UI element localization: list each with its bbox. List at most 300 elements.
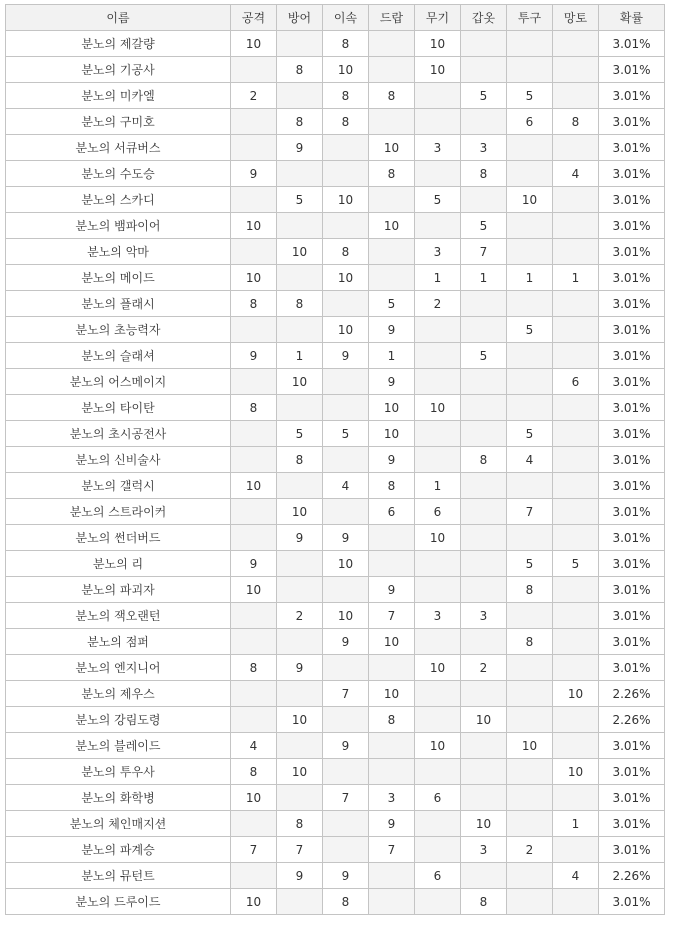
probability-cell: 2.26% bbox=[599, 681, 665, 707]
name-cell: 분노의 체인매지션 bbox=[6, 811, 231, 837]
attack-cell: 10 bbox=[231, 265, 277, 291]
armor-cell bbox=[461, 525, 507, 551]
name-cell: 분노의 구미호 bbox=[6, 109, 231, 135]
table-row bbox=[6, 291, 665, 317]
move-speed-cell: 9 bbox=[323, 525, 369, 551]
drop-cell bbox=[369, 525, 415, 551]
table-row bbox=[6, 161, 665, 187]
table-row bbox=[6, 707, 665, 733]
cloak-cell bbox=[553, 525, 599, 551]
defense-cell: 10 bbox=[277, 499, 323, 525]
attack-cell bbox=[231, 135, 277, 161]
defense-cell: 8 bbox=[277, 109, 323, 135]
defense-cell bbox=[277, 161, 323, 187]
attack-cell: 8 bbox=[231, 395, 277, 421]
attack-cell bbox=[231, 811, 277, 837]
cloak-cell bbox=[553, 343, 599, 369]
drop-cell: 9 bbox=[369, 811, 415, 837]
cloak-cell bbox=[553, 57, 599, 83]
move-speed-cell bbox=[323, 837, 369, 863]
name-cell: 분노의 제우스 bbox=[6, 681, 231, 707]
weapon-cell: 5 bbox=[415, 187, 461, 213]
name-cell: 분노의 초시공전사 bbox=[6, 421, 231, 447]
attack-cell bbox=[231, 447, 277, 473]
header-drop: 드랍 bbox=[369, 5, 415, 31]
name-cell: 분노의 뮤턴트 bbox=[6, 863, 231, 889]
armor-cell bbox=[461, 473, 507, 499]
drop-cell: 1 bbox=[369, 343, 415, 369]
drop-cell bbox=[369, 655, 415, 681]
weapon-cell: 10 bbox=[415, 655, 461, 681]
weapon-cell bbox=[415, 317, 461, 343]
attack-cell bbox=[231, 499, 277, 525]
table-row bbox=[6, 213, 665, 239]
cloak-cell bbox=[553, 655, 599, 681]
probability-cell: 3.01% bbox=[599, 577, 665, 603]
probability-cell: 3.01% bbox=[599, 447, 665, 473]
helmet-cell bbox=[507, 603, 553, 629]
defense-cell: 9 bbox=[277, 863, 323, 889]
attack-cell: 8 bbox=[231, 291, 277, 317]
drop-cell: 8 bbox=[369, 83, 415, 109]
header-probability: 확률 bbox=[599, 5, 665, 31]
cloak-cell bbox=[553, 135, 599, 161]
armor-cell bbox=[461, 31, 507, 57]
name-cell: 분노의 파계승 bbox=[6, 837, 231, 863]
armor-cell: 7 bbox=[461, 239, 507, 265]
armor-cell bbox=[461, 109, 507, 135]
drop-cell: 5 bbox=[369, 291, 415, 317]
cloak-cell bbox=[553, 421, 599, 447]
weapon-cell: 10 bbox=[415, 31, 461, 57]
helmet-cell bbox=[507, 473, 553, 499]
name-cell: 분노의 화학병 bbox=[6, 785, 231, 811]
probability-cell: 3.01% bbox=[599, 291, 665, 317]
probability-cell: 3.01% bbox=[599, 655, 665, 681]
cloak-cell bbox=[553, 447, 599, 473]
probability-cell: 3.01% bbox=[599, 57, 665, 83]
helmet-cell: 1 bbox=[507, 265, 553, 291]
attack-cell bbox=[231, 629, 277, 655]
drop-cell bbox=[369, 733, 415, 759]
drop-cell: 10 bbox=[369, 421, 415, 447]
table-row bbox=[6, 187, 665, 213]
table-row bbox=[6, 239, 665, 265]
helmet-cell bbox=[507, 135, 553, 161]
attack-cell bbox=[231, 317, 277, 343]
helmet-cell bbox=[507, 525, 553, 551]
cloak-cell bbox=[553, 291, 599, 317]
table-row bbox=[6, 759, 665, 785]
armor-cell bbox=[461, 577, 507, 603]
table-row bbox=[6, 317, 665, 343]
cloak-cell bbox=[553, 837, 599, 863]
attack-cell: 8 bbox=[231, 759, 277, 785]
defense-cell bbox=[277, 785, 323, 811]
move-speed-cell bbox=[323, 707, 369, 733]
weapon-cell bbox=[415, 707, 461, 733]
helmet-cell bbox=[507, 369, 553, 395]
table-row bbox=[6, 447, 665, 473]
armor-cell bbox=[461, 317, 507, 343]
weapon-cell bbox=[415, 629, 461, 655]
name-cell: 분노의 리 bbox=[6, 551, 231, 577]
helmet-cell: 4 bbox=[507, 447, 553, 473]
stats-table bbox=[5, 4, 665, 915]
drop-cell: 7 bbox=[369, 837, 415, 863]
cloak-cell: 4 bbox=[553, 161, 599, 187]
probability-cell: 3.01% bbox=[599, 421, 665, 447]
cloak-cell: 6 bbox=[553, 369, 599, 395]
table-row bbox=[6, 395, 665, 421]
table-row bbox=[6, 655, 665, 681]
attack-cell: 7 bbox=[231, 837, 277, 863]
defense-cell bbox=[277, 395, 323, 421]
move-speed-cell bbox=[323, 291, 369, 317]
armor-cell: 10 bbox=[461, 707, 507, 733]
name-cell: 분노의 드루이드 bbox=[6, 889, 231, 915]
drop-cell bbox=[369, 265, 415, 291]
table-row bbox=[6, 863, 665, 889]
move-speed-cell: 10 bbox=[323, 551, 369, 577]
table-row bbox=[6, 343, 665, 369]
defense-cell bbox=[277, 317, 323, 343]
name-cell: 분노의 스카디 bbox=[6, 187, 231, 213]
probability-cell: 3.01% bbox=[599, 889, 665, 915]
header-cloak: 망토 bbox=[553, 5, 599, 31]
defense-cell bbox=[277, 473, 323, 499]
armor-cell bbox=[461, 551, 507, 577]
defense-cell: 10 bbox=[277, 707, 323, 733]
probability-cell: 3.01% bbox=[599, 239, 665, 265]
name-cell: 분노의 엔지니어 bbox=[6, 655, 231, 681]
cloak-cell bbox=[553, 889, 599, 915]
probability-cell: 3.01% bbox=[599, 161, 665, 187]
helmet-cell: 10 bbox=[507, 187, 553, 213]
cloak-cell bbox=[553, 473, 599, 499]
attack-cell bbox=[231, 681, 277, 707]
weapon-cell: 6 bbox=[415, 863, 461, 889]
defense-cell: 8 bbox=[277, 291, 323, 317]
helmet-cell bbox=[507, 811, 553, 837]
table-row bbox=[6, 577, 665, 603]
helmet-cell bbox=[507, 785, 553, 811]
helmet-cell: 2 bbox=[507, 837, 553, 863]
armor-cell: 2 bbox=[461, 655, 507, 681]
attack-cell bbox=[231, 57, 277, 83]
drop-cell: 9 bbox=[369, 447, 415, 473]
move-speed-cell: 8 bbox=[323, 31, 369, 57]
drop-cell: 9 bbox=[369, 577, 415, 603]
move-speed-cell bbox=[323, 759, 369, 785]
armor-cell: 3 bbox=[461, 135, 507, 161]
probability-cell: 3.01% bbox=[599, 343, 665, 369]
cloak-cell bbox=[553, 239, 599, 265]
move-speed-cell: 8 bbox=[323, 83, 369, 109]
name-cell: 분노의 썬더버드 bbox=[6, 525, 231, 551]
drop-cell: 10 bbox=[369, 681, 415, 707]
table-row bbox=[6, 733, 665, 759]
weapon-cell: 6 bbox=[415, 499, 461, 525]
helmet-cell: 10 bbox=[507, 733, 553, 759]
armor-cell bbox=[461, 369, 507, 395]
move-speed-cell: 9 bbox=[323, 863, 369, 889]
attack-cell: 9 bbox=[231, 343, 277, 369]
probability-cell: 3.01% bbox=[599, 135, 665, 161]
move-speed-cell bbox=[323, 369, 369, 395]
weapon-cell bbox=[415, 577, 461, 603]
armor-cell bbox=[461, 733, 507, 759]
attack-cell bbox=[231, 239, 277, 265]
move-speed-cell: 9 bbox=[323, 733, 369, 759]
probability-cell: 3.01% bbox=[599, 811, 665, 837]
drop-cell bbox=[369, 239, 415, 265]
move-speed-cell bbox=[323, 213, 369, 239]
header-row bbox=[6, 5, 665, 31]
attack-cell bbox=[231, 525, 277, 551]
table-body bbox=[6, 31, 665, 915]
probability-cell: 3.01% bbox=[599, 83, 665, 109]
move-speed-cell bbox=[323, 655, 369, 681]
cloak-cell bbox=[553, 733, 599, 759]
drop-cell: 10 bbox=[369, 135, 415, 161]
defense-cell bbox=[277, 577, 323, 603]
helmet-cell bbox=[507, 655, 553, 681]
cloak-cell: 1 bbox=[553, 265, 599, 291]
attack-cell: 4 bbox=[231, 733, 277, 759]
drop-cell: 7 bbox=[369, 603, 415, 629]
weapon-cell: 10 bbox=[415, 733, 461, 759]
probability-cell: 3.01% bbox=[599, 629, 665, 655]
probability-cell: 3.01% bbox=[599, 213, 665, 239]
name-cell: 분노의 스트라이커 bbox=[6, 499, 231, 525]
table-row bbox=[6, 369, 665, 395]
attack-cell bbox=[231, 863, 277, 889]
armor-cell: 1 bbox=[461, 265, 507, 291]
cloak-cell: 10 bbox=[553, 759, 599, 785]
name-cell: 분노의 점퍼 bbox=[6, 629, 231, 655]
move-speed-cell: 8 bbox=[323, 239, 369, 265]
drop-cell: 8 bbox=[369, 161, 415, 187]
table-row bbox=[6, 785, 665, 811]
name-cell: 분노의 블레이드 bbox=[6, 733, 231, 759]
move-speed-cell: 10 bbox=[323, 265, 369, 291]
armor-cell bbox=[461, 759, 507, 785]
armor-cell: 10 bbox=[461, 811, 507, 837]
defense-cell: 5 bbox=[277, 421, 323, 447]
weapon-cell bbox=[415, 213, 461, 239]
cloak-cell bbox=[553, 629, 599, 655]
drop-cell bbox=[369, 31, 415, 57]
header-helmet: 투구 bbox=[507, 5, 553, 31]
table-row bbox=[6, 499, 665, 525]
drop-cell: 10 bbox=[369, 395, 415, 421]
move-speed-cell: 10 bbox=[323, 57, 369, 83]
helmet-cell bbox=[507, 889, 553, 915]
drop-cell: 10 bbox=[369, 629, 415, 655]
defense-cell: 8 bbox=[277, 57, 323, 83]
attack-cell: 8 bbox=[231, 655, 277, 681]
weapon-cell bbox=[415, 343, 461, 369]
armor-cell bbox=[461, 863, 507, 889]
helmet-cell: 6 bbox=[507, 109, 553, 135]
header-armor: 갑옷 bbox=[461, 5, 507, 31]
defense-cell: 9 bbox=[277, 525, 323, 551]
defense-cell bbox=[277, 265, 323, 291]
weapon-cell bbox=[415, 83, 461, 109]
defense-cell bbox=[277, 83, 323, 109]
name-cell: 분노의 기공사 bbox=[6, 57, 231, 83]
weapon-cell bbox=[415, 421, 461, 447]
helmet-cell: 7 bbox=[507, 499, 553, 525]
armor-cell: 5 bbox=[461, 83, 507, 109]
probability-cell: 3.01% bbox=[599, 369, 665, 395]
armor-cell bbox=[461, 187, 507, 213]
probability-cell: 3.01% bbox=[599, 785, 665, 811]
attack-cell bbox=[231, 187, 277, 213]
drop-cell bbox=[369, 551, 415, 577]
armor-cell bbox=[461, 629, 507, 655]
probability-cell: 3.01% bbox=[599, 837, 665, 863]
helmet-cell bbox=[507, 291, 553, 317]
move-speed-cell: 4 bbox=[323, 473, 369, 499]
probability-cell: 3.01% bbox=[599, 499, 665, 525]
drop-cell: 10 bbox=[369, 213, 415, 239]
armor-cell bbox=[461, 57, 507, 83]
name-cell: 분노의 어스메이지 bbox=[6, 369, 231, 395]
drop-cell: 8 bbox=[369, 473, 415, 499]
header-defense: 방어 bbox=[277, 5, 323, 31]
weapon-cell: 10 bbox=[415, 395, 461, 421]
attack-cell bbox=[231, 603, 277, 629]
defense-cell bbox=[277, 629, 323, 655]
table-row bbox=[6, 57, 665, 83]
probability-cell: 3.01% bbox=[599, 317, 665, 343]
helmet-cell bbox=[507, 213, 553, 239]
cloak-cell bbox=[553, 395, 599, 421]
drop-cell: 3 bbox=[369, 785, 415, 811]
cloak-cell: 5 bbox=[553, 551, 599, 577]
weapon-cell bbox=[415, 837, 461, 863]
helmet-cell: 8 bbox=[507, 577, 553, 603]
defense-cell bbox=[277, 31, 323, 57]
header-weapon: 무기 bbox=[415, 5, 461, 31]
defense-cell: 1 bbox=[277, 343, 323, 369]
helmet-cell bbox=[507, 395, 553, 421]
table-row bbox=[6, 31, 665, 57]
move-speed-cell: 8 bbox=[323, 109, 369, 135]
drop-cell bbox=[369, 187, 415, 213]
move-speed-cell bbox=[323, 447, 369, 473]
defense-cell bbox=[277, 889, 323, 915]
armor-cell: 5 bbox=[461, 213, 507, 239]
header-attack: 공격 bbox=[231, 5, 277, 31]
helmet-cell bbox=[507, 681, 553, 707]
helmet-cell bbox=[507, 31, 553, 57]
table-row bbox=[6, 135, 665, 161]
defense-cell: 9 bbox=[277, 655, 323, 681]
attack-cell: 10 bbox=[231, 785, 277, 811]
name-cell: 분노의 슬래셔 bbox=[6, 343, 231, 369]
name-cell: 분노의 초능력자 bbox=[6, 317, 231, 343]
weapon-cell bbox=[415, 681, 461, 707]
move-speed-cell bbox=[323, 395, 369, 421]
cloak-cell bbox=[553, 577, 599, 603]
attack-cell bbox=[231, 109, 277, 135]
table-row bbox=[6, 603, 665, 629]
move-speed-cell bbox=[323, 577, 369, 603]
move-speed-cell: 10 bbox=[323, 187, 369, 213]
name-cell: 분노의 서큐버스 bbox=[6, 135, 231, 161]
helmet-cell: 5 bbox=[507, 551, 553, 577]
helmet-cell: 5 bbox=[507, 83, 553, 109]
defense-cell bbox=[277, 681, 323, 707]
cloak-cell bbox=[553, 213, 599, 239]
name-cell: 분노의 타이탄 bbox=[6, 395, 231, 421]
table-row bbox=[6, 525, 665, 551]
helmet-cell bbox=[507, 57, 553, 83]
armor-cell bbox=[461, 785, 507, 811]
name-cell: 분노의 악마 bbox=[6, 239, 231, 265]
attack-cell bbox=[231, 421, 277, 447]
probability-cell: 3.01% bbox=[599, 187, 665, 213]
table-row bbox=[6, 421, 665, 447]
helmet-cell bbox=[507, 343, 553, 369]
attack-cell: 10 bbox=[231, 889, 277, 915]
drop-cell: 9 bbox=[369, 369, 415, 395]
cloak-cell: 4 bbox=[553, 863, 599, 889]
helmet-cell: 8 bbox=[507, 629, 553, 655]
name-cell: 분노의 신비술사 bbox=[6, 447, 231, 473]
move-speed-cell: 10 bbox=[323, 317, 369, 343]
weapon-cell: 1 bbox=[415, 473, 461, 499]
helmet-cell: 5 bbox=[507, 421, 553, 447]
attack-cell: 9 bbox=[231, 551, 277, 577]
probability-cell: 2.26% bbox=[599, 707, 665, 733]
helmet-cell bbox=[507, 759, 553, 785]
drop-cell: 8 bbox=[369, 707, 415, 733]
cloak-cell: 1 bbox=[553, 811, 599, 837]
defense-cell bbox=[277, 551, 323, 577]
helmet-cell: 5 bbox=[507, 317, 553, 343]
weapon-cell: 3 bbox=[415, 239, 461, 265]
attack-cell: 9 bbox=[231, 161, 277, 187]
attack-cell bbox=[231, 707, 277, 733]
attack-cell: 10 bbox=[231, 31, 277, 57]
table-row bbox=[6, 473, 665, 499]
attack-cell: 2 bbox=[231, 83, 277, 109]
attack-cell: 10 bbox=[231, 213, 277, 239]
weapon-cell bbox=[415, 811, 461, 837]
name-cell: 분노의 미카엘 bbox=[6, 83, 231, 109]
weapon-cell: 3 bbox=[415, 603, 461, 629]
helmet-cell bbox=[507, 239, 553, 265]
cloak-cell bbox=[553, 785, 599, 811]
helmet-cell bbox=[507, 161, 553, 187]
probability-cell: 3.01% bbox=[599, 395, 665, 421]
drop-cell bbox=[369, 759, 415, 785]
probability-cell: 3.01% bbox=[599, 551, 665, 577]
name-cell: 분노의 수도승 bbox=[6, 161, 231, 187]
defense-cell: 9 bbox=[277, 135, 323, 161]
move-speed-cell: 9 bbox=[323, 629, 369, 655]
move-speed-cell bbox=[323, 135, 369, 161]
table-row bbox=[6, 551, 665, 577]
armor-cell: 8 bbox=[461, 447, 507, 473]
probability-cell: 3.01% bbox=[599, 109, 665, 135]
weapon-cell: 1 bbox=[415, 265, 461, 291]
armor-cell: 8 bbox=[461, 161, 507, 187]
